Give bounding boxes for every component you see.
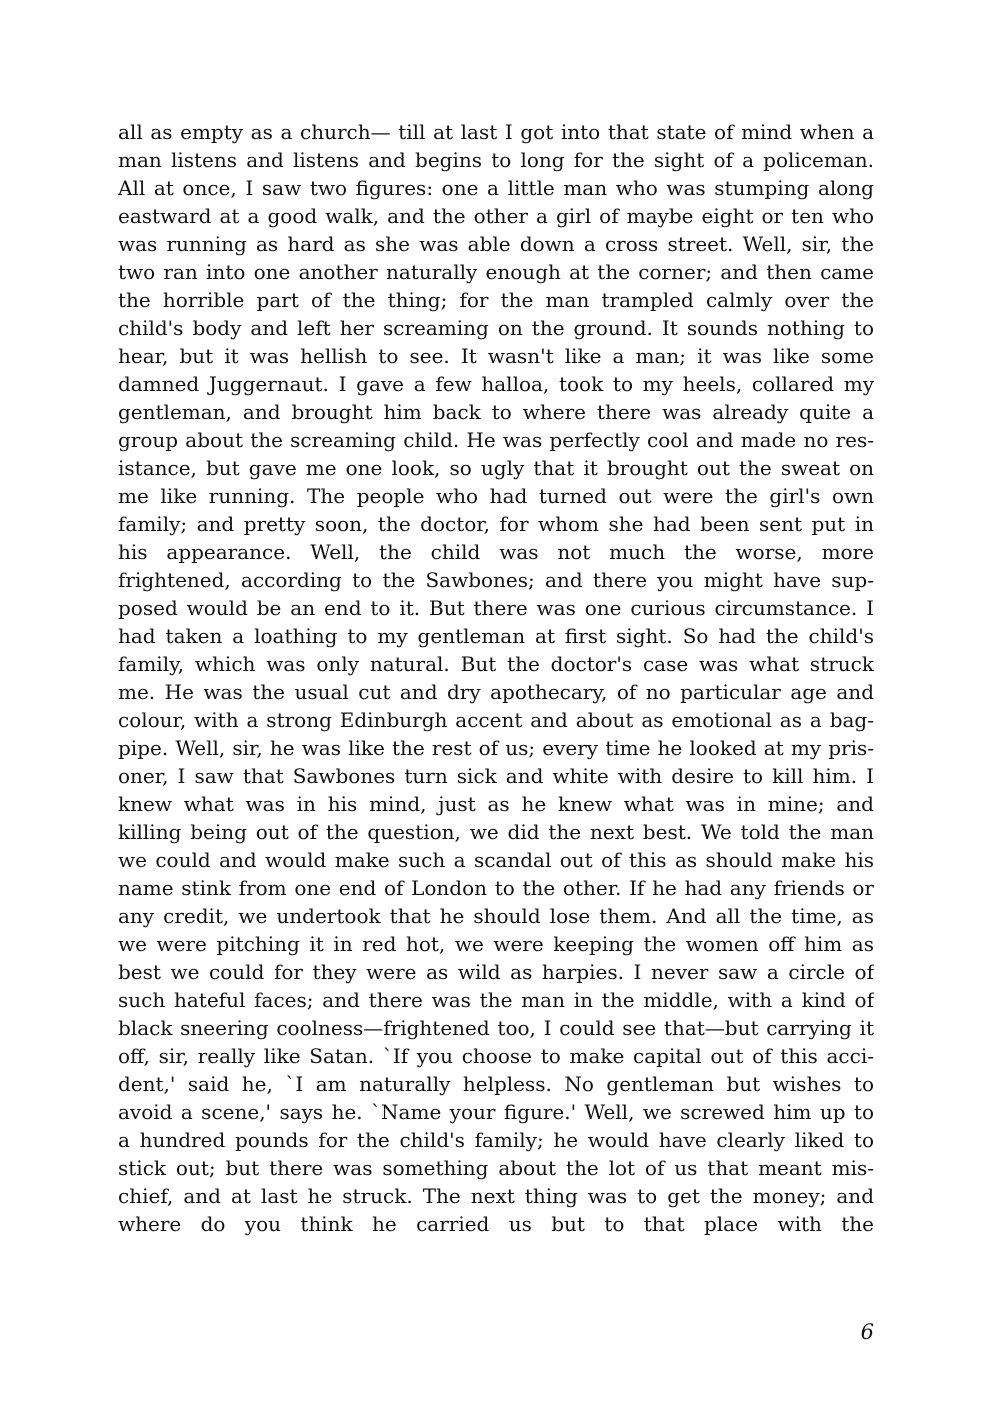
- text-line: black sneering coolness—frightened too, I could see that—but carrying it: [118, 1016, 874, 1040]
- text-line: chief, and at last he struck. The next thing was to get the money; and: [118, 1184, 874, 1208]
- text-line: family; and pretty soon, the doctor, for whom she had been sent put in: [118, 512, 874, 536]
- text-line: me. He was the usual cut and dry apothecary, of no particular age and: [118, 680, 874, 704]
- text-line: damned Juggernaut. I gave a few halloa, took to my heels, collared my: [118, 372, 874, 396]
- text-line: me like running. The people who had turned out were the girl's own: [118, 484, 874, 508]
- text-line: we were pitching it in red hot, we were keeping the women off him as: [118, 932, 874, 956]
- text-line: group about the screaming child. He was perfectly cool and made no res-: [118, 428, 874, 452]
- text-line: child's body and left her screaming on the ground. It sounds nothing to: [118, 316, 874, 340]
- page-number: 6: [860, 1320, 874, 1344]
- text-line: istance, but gave me one look, so ugly that it brought out the sweat on: [118, 456, 874, 480]
- text-line: pipe. Well, sir, he was like the rest of us; every time he looked at my pris-: [118, 736, 874, 760]
- text-line: all as empty as a church— till at last I got into that state of mind when a: [118, 120, 874, 144]
- text-line: his appearance. Well, the child was not much the worse, more: [118, 540, 874, 564]
- text-line: was running as hard as she was able down a cross street. Well, sir, the: [118, 232, 874, 256]
- text-line: a hundred pounds for the child's family; he would have clearly liked to: [118, 1128, 874, 1152]
- text-line: gentleman, and brought him back to where there was already quite a: [118, 400, 874, 424]
- text-line: posed would be an end to it. But there was one curious circumstance. I: [118, 596, 874, 620]
- text-line: off, sir, really like Satan. `If you choose to make capital out of this acci-: [118, 1044, 874, 1068]
- text-line: family, which was only natural. But the doctor's case was what struck: [118, 652, 874, 676]
- text-line: had taken a loathing to my gentleman at first sight. So had the child's: [118, 624, 874, 648]
- text-line: colour, with a strong Edinburgh accent and about as emotional as a bag-: [118, 708, 874, 732]
- text-line: hear, but it was hellish to see. It wasn't like a man; it was like some: [118, 344, 874, 368]
- text-line: All at once, I saw two figures: one a little man who was stumping along: [118, 176, 874, 200]
- text-line: frightened, according to the Sawbones; and there you might have sup-: [118, 568, 874, 592]
- text-line: name stink from one end of London to the other. If he had any friends or: [118, 876, 874, 900]
- text-line: stick out; but there was something about the lot of us that meant mis-: [118, 1156, 874, 1180]
- text-line: we could and would make such a scandal out of this as should make his: [118, 848, 874, 872]
- text-line: any credit, we undertook that he should lose them. And all the time, as: [118, 904, 874, 928]
- text-line: two ran into one another naturally enough at the corner; and then came: [118, 260, 874, 284]
- text-line: where do you think he carried us but to that place with the: [118, 1212, 874, 1236]
- text-line: the horrible part of the thing; for the man trampled calmly over the: [118, 288, 874, 312]
- text-line: eastward at a good walk, and the other a girl of maybe eight or ten who: [118, 204, 874, 228]
- text-line: such hateful faces; and there was the man in the middle, with a kind of: [118, 988, 874, 1012]
- text-line: killing being out of the question, we did the next best. We told the man: [118, 820, 874, 844]
- text-line: dent,' said he, `I am naturally helpless. No gentleman but wishes to: [118, 1072, 874, 1096]
- text-line: oner, I saw that Sawbones turn sick and white with desire to kill him. I: [118, 764, 874, 788]
- text-line: man listens and listens and begins to long for the sight of a policeman.: [118, 148, 874, 172]
- text-line: best we could for they were as wild as harpies. I never saw a circle of: [118, 960, 874, 984]
- text-line: avoid a scene,' says he. `Name your figure.' Well, we screwed him up to: [118, 1100, 874, 1124]
- text-line: knew what was in his mind, just as he knew what was in mine; and: [118, 792, 874, 816]
- body-text: [118, 118, 874, 1238]
